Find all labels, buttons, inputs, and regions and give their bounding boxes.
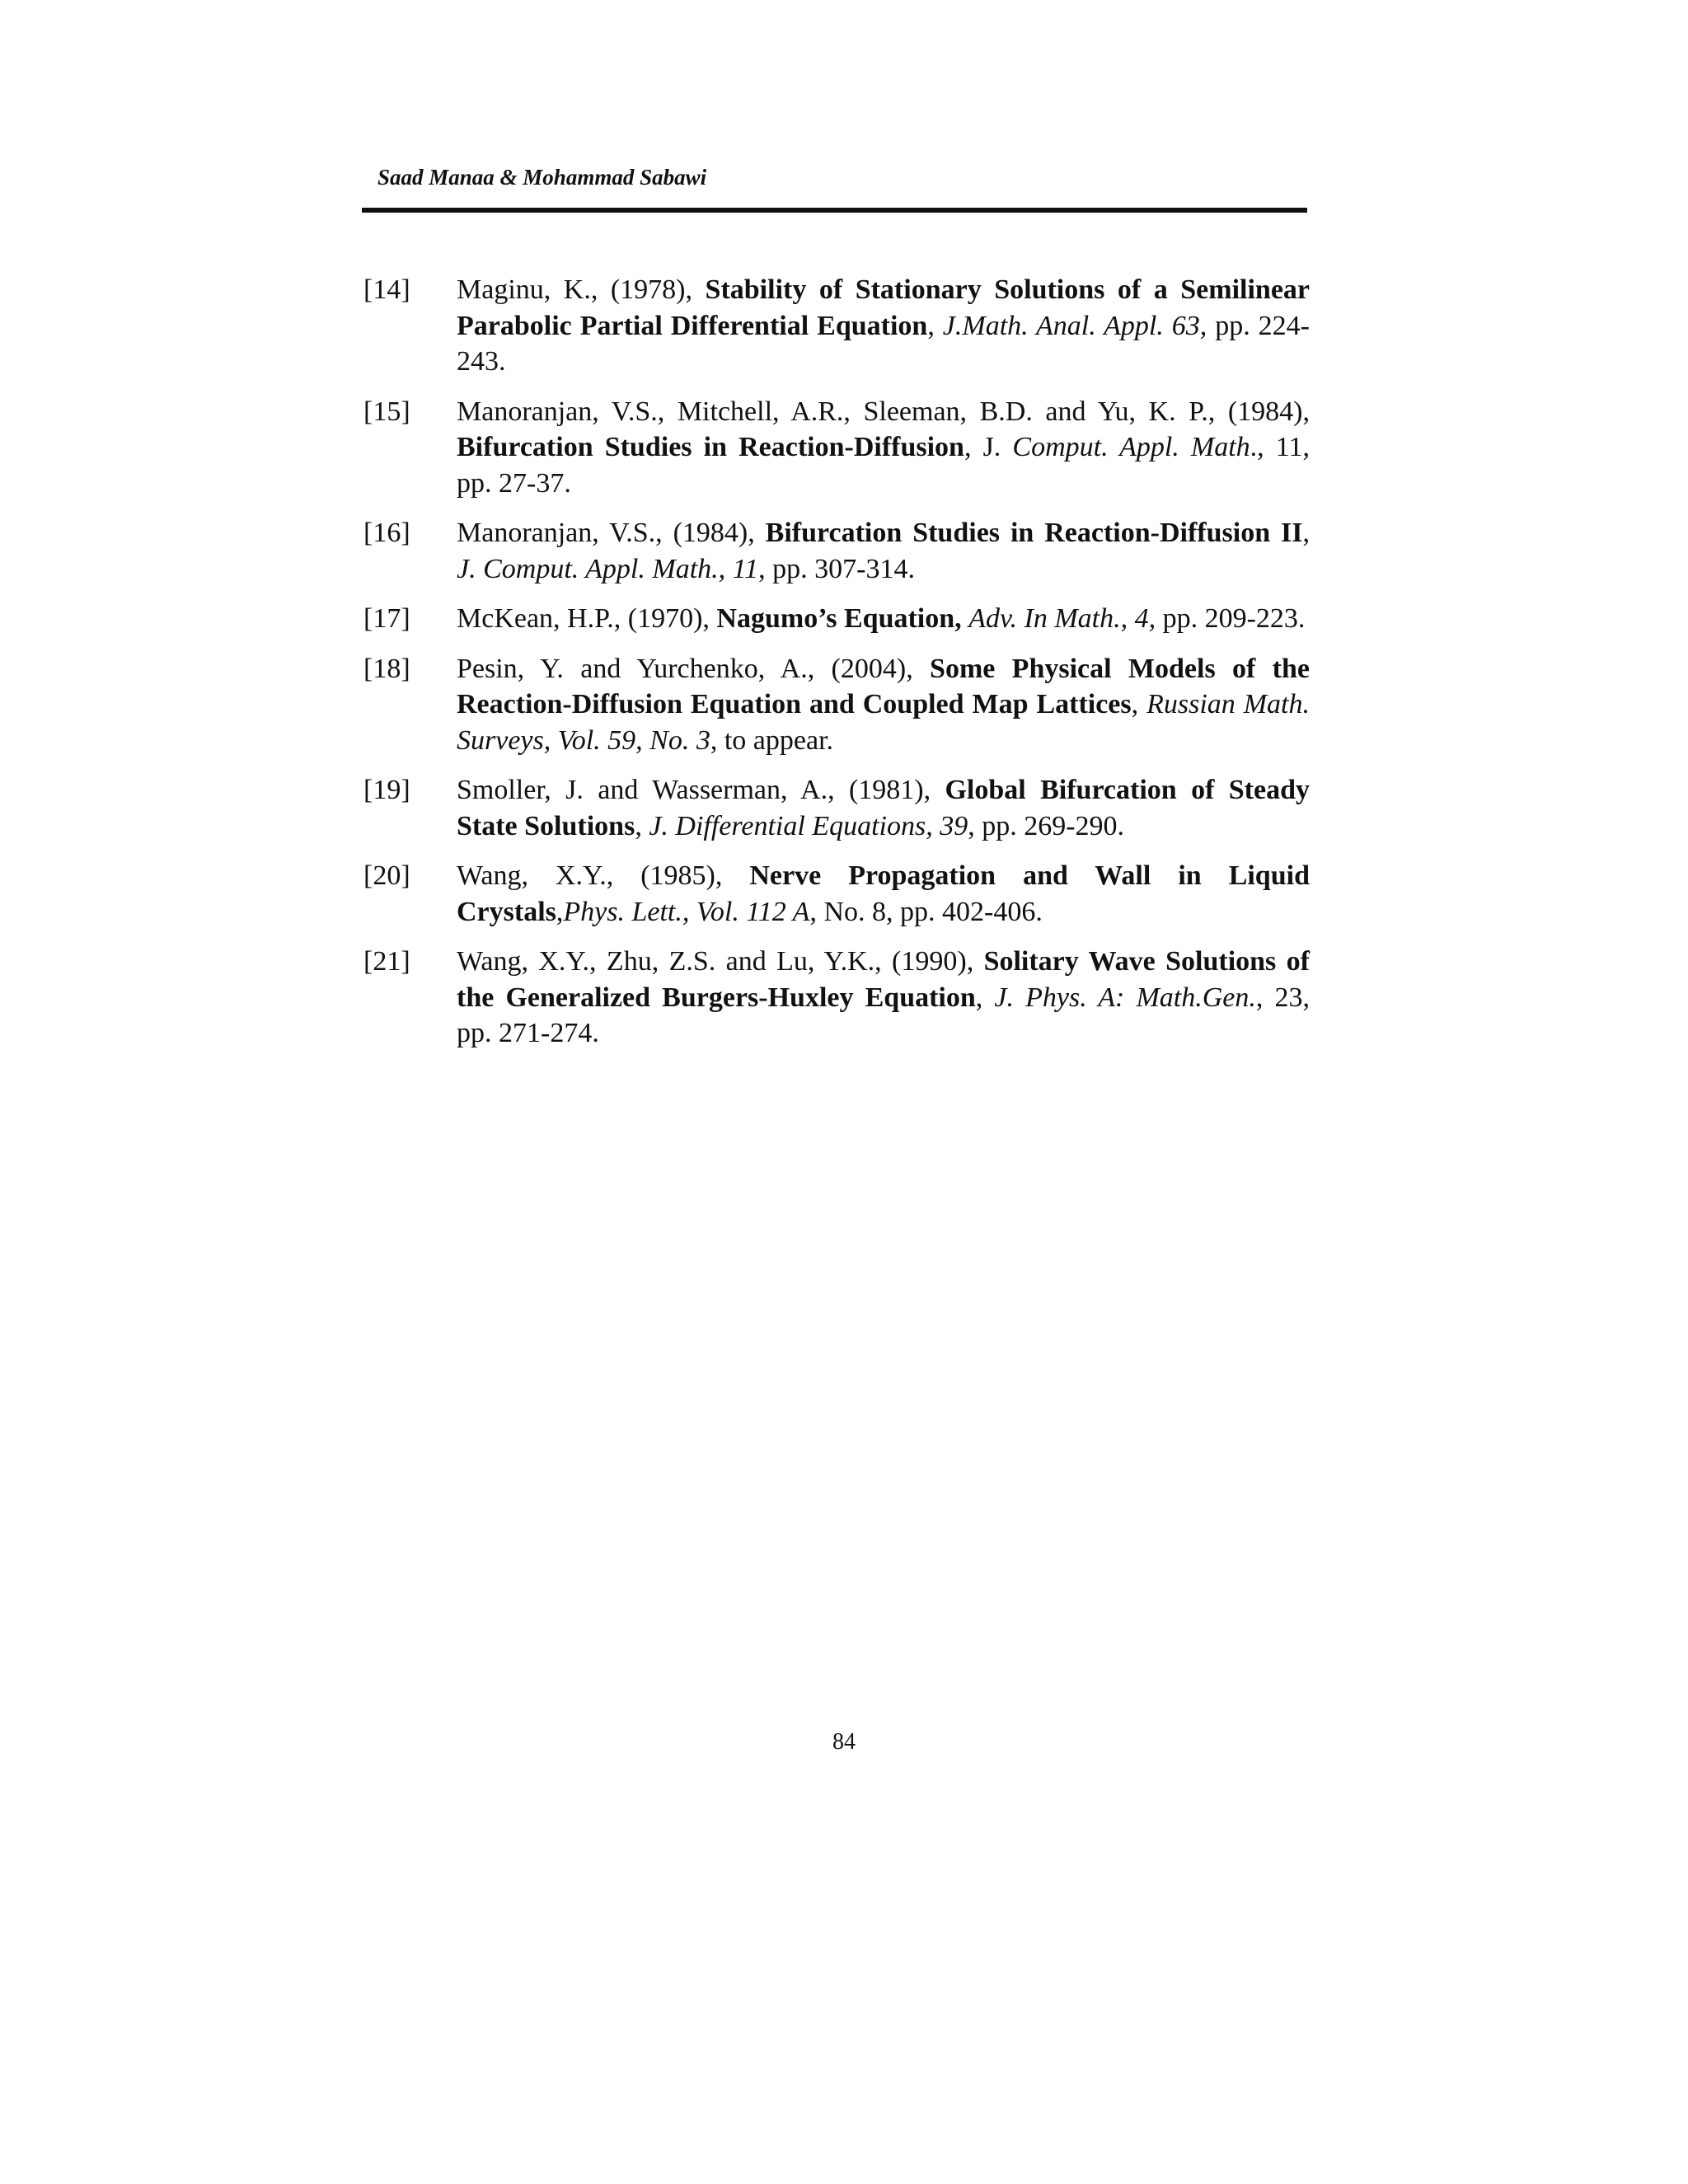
reference-details: , pp. 307-314. [758,553,915,584]
reference-journal: Russian Math. Surveys, Vol. 59, No. 3 [457,689,1310,756]
reference-separator: , [1131,689,1147,719]
reference-journal: Comput. Appl. Math [1012,432,1250,462]
reference-details: ., 11, pp. 27-37. [457,432,1310,499]
reference-entry [363,272,1310,380]
reference-text [457,394,1310,502]
reference-text [457,858,1310,930]
reference-text [457,601,1310,637]
reference-number: [15] [363,396,410,427]
reference-number: [21] [363,946,410,977]
reference-title: Bifurcation Studies in Reaction-Diffusion II [765,518,1303,548]
reference-separator: , [635,810,649,841]
reference-details: , to appear. [710,724,834,756]
reference-number: [14] [363,274,410,305]
reference-journal: Adv. In Math., 4, [968,603,1156,634]
reference-journal: J. Differential Equations, 39 [649,810,968,841]
reference-authors: Manoranjan, V.S., Mitchell, A.R., Sleeman, B.D. and Yu, K. P., (1984), [457,396,1310,427]
reference-authors: Wang, X.Y., Zhu, Z.S. and Lu, Y.K., (1990), [457,946,984,977]
reference-entry [363,651,1310,759]
reference-journal: J. Phys. A: Math.Gen. [994,982,1256,1013]
reference-journal: J. Comput. Appl. Math., 11 [457,553,759,584]
reference-authors: Wang, X.Y., (1985), [457,860,750,891]
reference-entry [363,601,1310,637]
reference-separator: , [1302,518,1310,548]
page-number: 84 [832,1729,856,1755]
reference-title: Nagumo’s Equation, [716,603,962,634]
reference-title: Stability of Stationary Solutions of a Semilinear Parabolic Partial Differential Equation [457,274,1311,341]
reference-separator [962,603,969,634]
reference-journal: J.Math. Anal. Appl. 63, [942,310,1207,341]
running-head: Saad Manaa & Mohammad Sabawi [377,165,707,190]
reference-number: [17] [363,603,410,634]
reference-journal: Phys. Lett., Vol. 112 A [563,896,810,927]
reference-entry [363,772,1310,844]
reference-entry [363,515,1310,587]
reference-authors: Smoller, J. and Wasserman, A., (1981), [457,775,945,805]
reference-title: Bifurcation Studies in Reaction-Diffusion [457,432,964,462]
reference-text [457,515,1310,587]
reference-text [457,772,1310,844]
reference-details: , pp. 269-290. [968,810,1125,841]
reference-entry [363,394,1310,502]
reference-text [457,944,1310,1052]
reference-entry [363,944,1310,1052]
reference-separator: , [975,982,995,1013]
reference-details: pp. 224-243. [457,310,1310,377]
reference-details: , No. 8, pp. 402-406. [809,896,1043,927]
reference-separator: , [556,896,564,927]
reference-details: pp. 209-223. [1156,603,1306,634]
reference-number: [18] [363,653,410,684]
reference-title: Solitary Wave Solutions of the Generalized Burgers-Huxley Equation [457,946,1310,1013]
reference-number: [16] [363,518,410,548]
reference-authors: Manoranjan, V.S., (1984), [457,518,766,548]
reference-separator: , [927,310,943,341]
reference-text [457,272,1310,380]
reference-details: , 23, pp. 271-274. [457,982,1310,1048]
reference-title: Global Bifurcation of Steady State Solutions [457,775,1311,841]
reference-number: [20] [363,860,410,891]
reference-entry [363,858,1310,930]
reference-authors: Pesin, Y. and Yurchenko, A., (2004), [457,653,931,684]
reference-text [457,651,1310,759]
reference-separator: , J. [964,432,1013,462]
reference-list [363,272,1310,1066]
reference-authors: McKean, H.P., (1970), [457,603,717,634]
reference-number: [19] [363,775,410,805]
reference-authors: Maginu, K., (1978), [457,274,706,305]
reference-title: Nerve Propagation and Wall in Liquid Crystals [457,860,1310,927]
header-rule [362,208,1307,213]
reference-title: Some Physical Models of the Reaction-Diffusion Equation and Coupled Map Lattices [457,653,1310,719]
